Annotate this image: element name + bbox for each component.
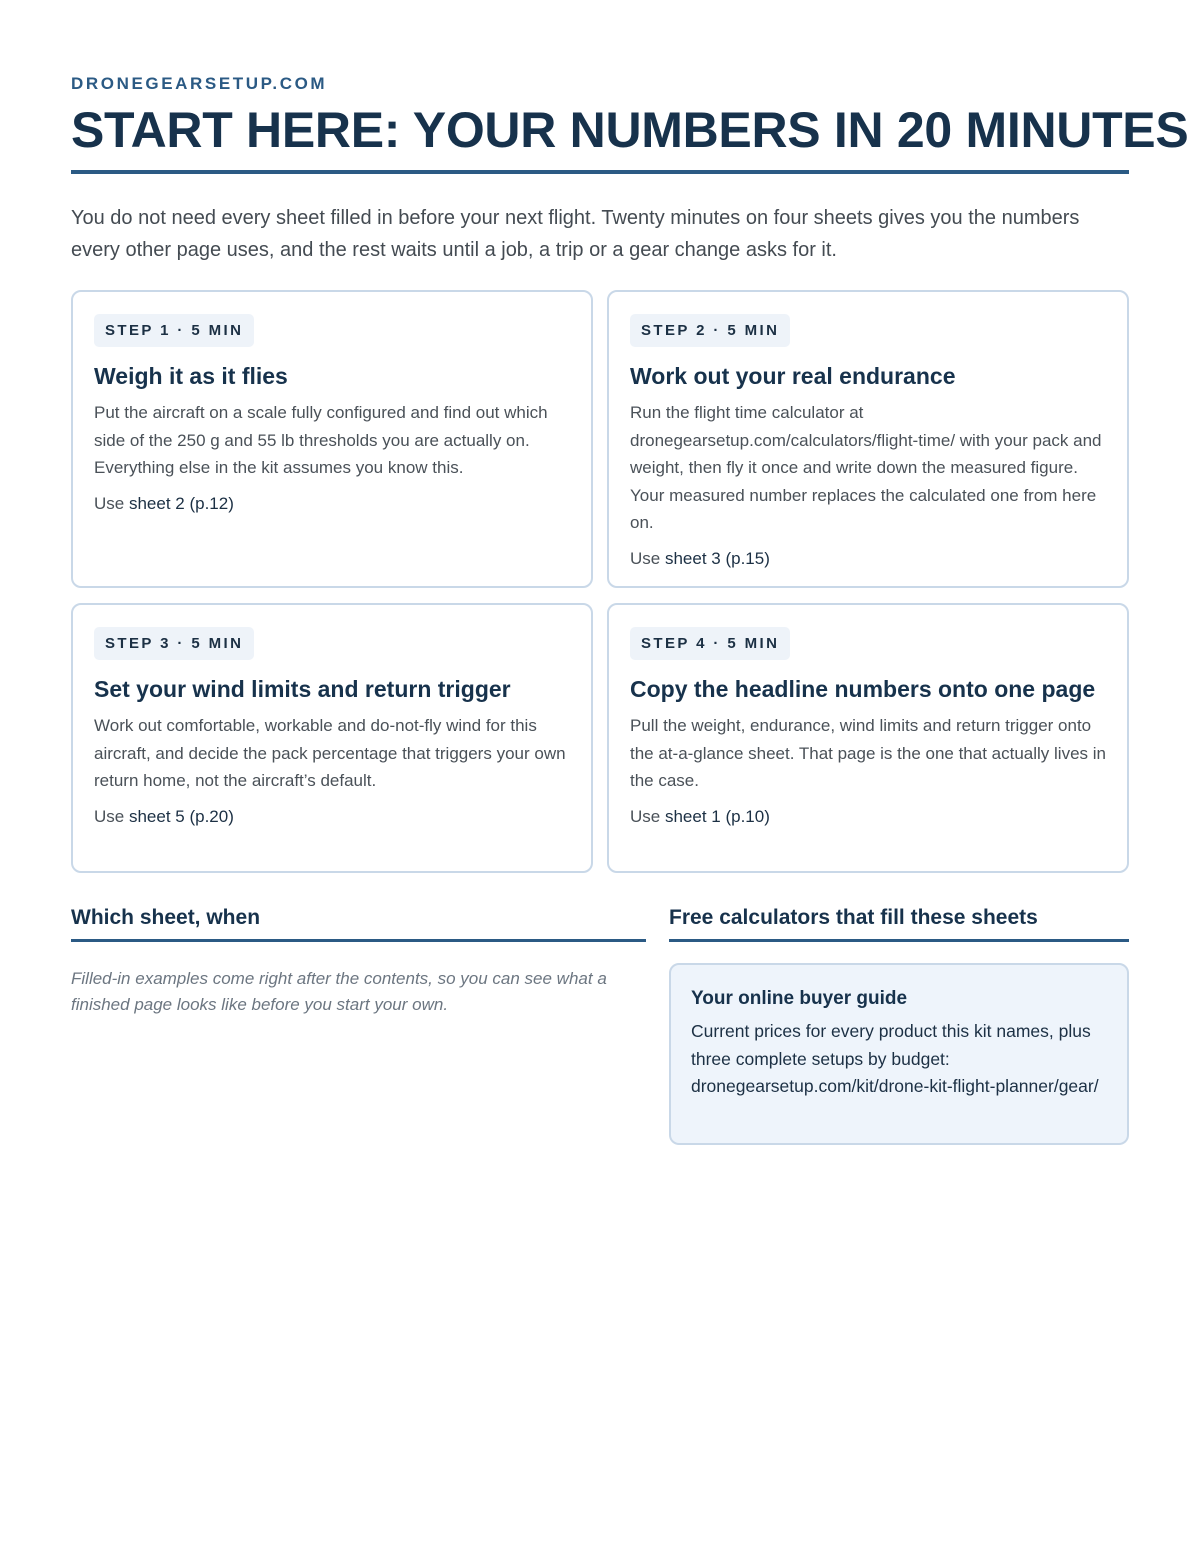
step-body: Put the aircraft on a scale fully configured and find out which side of the 250 g and 55 lb thresholds you are actually on. Everything else in the kit assumes you know this. [94, 403, 548, 477]
step-body: Run the flight time calculator at dronegearsetup.com/calculators/flight-time/ with your pack and weight, then fly it once and write down the measured figure. Your measured number replaces the calculated one from here on. [630, 403, 1102, 532]
intro-paragraph: You do not need every sheet filled in before your next flight. Twenty minutes on four sheets gives you the numbers every other page uses, and the rest waits until a job, a trip or a gear change asks for it. [71, 207, 1080, 261]
step-badge: STEP 1 · 5 MIN [94, 314, 254, 347]
brand-label: DRONEGEARSETUP.COM [71, 74, 328, 93]
step-body: Work out comfortable, workable and do-not-fly wind for this aircraft, and decide the pack percentage that triggers your own return home, not the aircraft’s default. [94, 716, 566, 790]
use-prefix: Use [630, 548, 665, 568]
page-title: START HERE: YOUR NUMBERS IN 20 MINUTES [71, 102, 1189, 158]
step-sheet-reference [94, 492, 570, 516]
which-sheet-divider [71, 939, 646, 942]
calculators-divider [669, 939, 1129, 942]
sheet-link[interactable]: sheet 2 (p.12) [128, 493, 234, 513]
buyer-guide-title: Your online buyer guide [691, 988, 908, 1009]
step-sheet-reference [630, 547, 1106, 571]
use-prefix: Use [94, 806, 129, 826]
step-sheet-reference [94, 805, 570, 829]
which-sheet-heading: Which sheet, when [71, 906, 261, 929]
step-badge: STEP 2 · 5 MIN [630, 314, 790, 347]
step-card-3 [71, 603, 593, 873]
sheet-link[interactable]: sheet 1 (p.10) [664, 806, 770, 826]
step-body: Pull the weight, endurance, wind limits and return trigger onto the at-a-glance sheet. That page is the one that actually lives in the case. [630, 716, 1106, 790]
use-prefix: Use [94, 493, 129, 513]
buyer-guide-box [669, 963, 1129, 1145]
examples-note: Filled-in examples come right after the contents, so you can see what a finished page looks like before you start your own. [71, 969, 607, 1014]
step-title: Copy the headline numbers onto one page [630, 676, 1096, 702]
step-title: Weigh it as it flies [94, 363, 288, 389]
title-divider [71, 170, 1129, 174]
sheet-link[interactable]: sheet 3 (p.15) [664, 548, 770, 568]
step-card-4 [607, 603, 1129, 873]
step-card-2 [607, 290, 1129, 588]
step-badge: STEP 3 · 5 MIN [94, 627, 254, 660]
step-badge: STEP 4 · 5 MIN [630, 627, 790, 660]
step-sheet-reference [630, 805, 1106, 829]
step-title: Work out your real endurance [630, 363, 956, 389]
calculators-heading: Free calculators that fill these sheets [669, 906, 1038, 929]
step-card-1 [71, 290, 593, 588]
sheet-link[interactable]: sheet 5 (p.20) [128, 806, 234, 826]
use-prefix: Use [630, 806, 665, 826]
buyer-guide-body: Current prices for every product this kit names, plus three complete setups by budget: dronegearsetup.com/kit/drone-kit-flight-planner/gear/ [691, 1021, 1099, 1096]
step-title: Set your wind limits and return trigger [94, 676, 511, 702]
